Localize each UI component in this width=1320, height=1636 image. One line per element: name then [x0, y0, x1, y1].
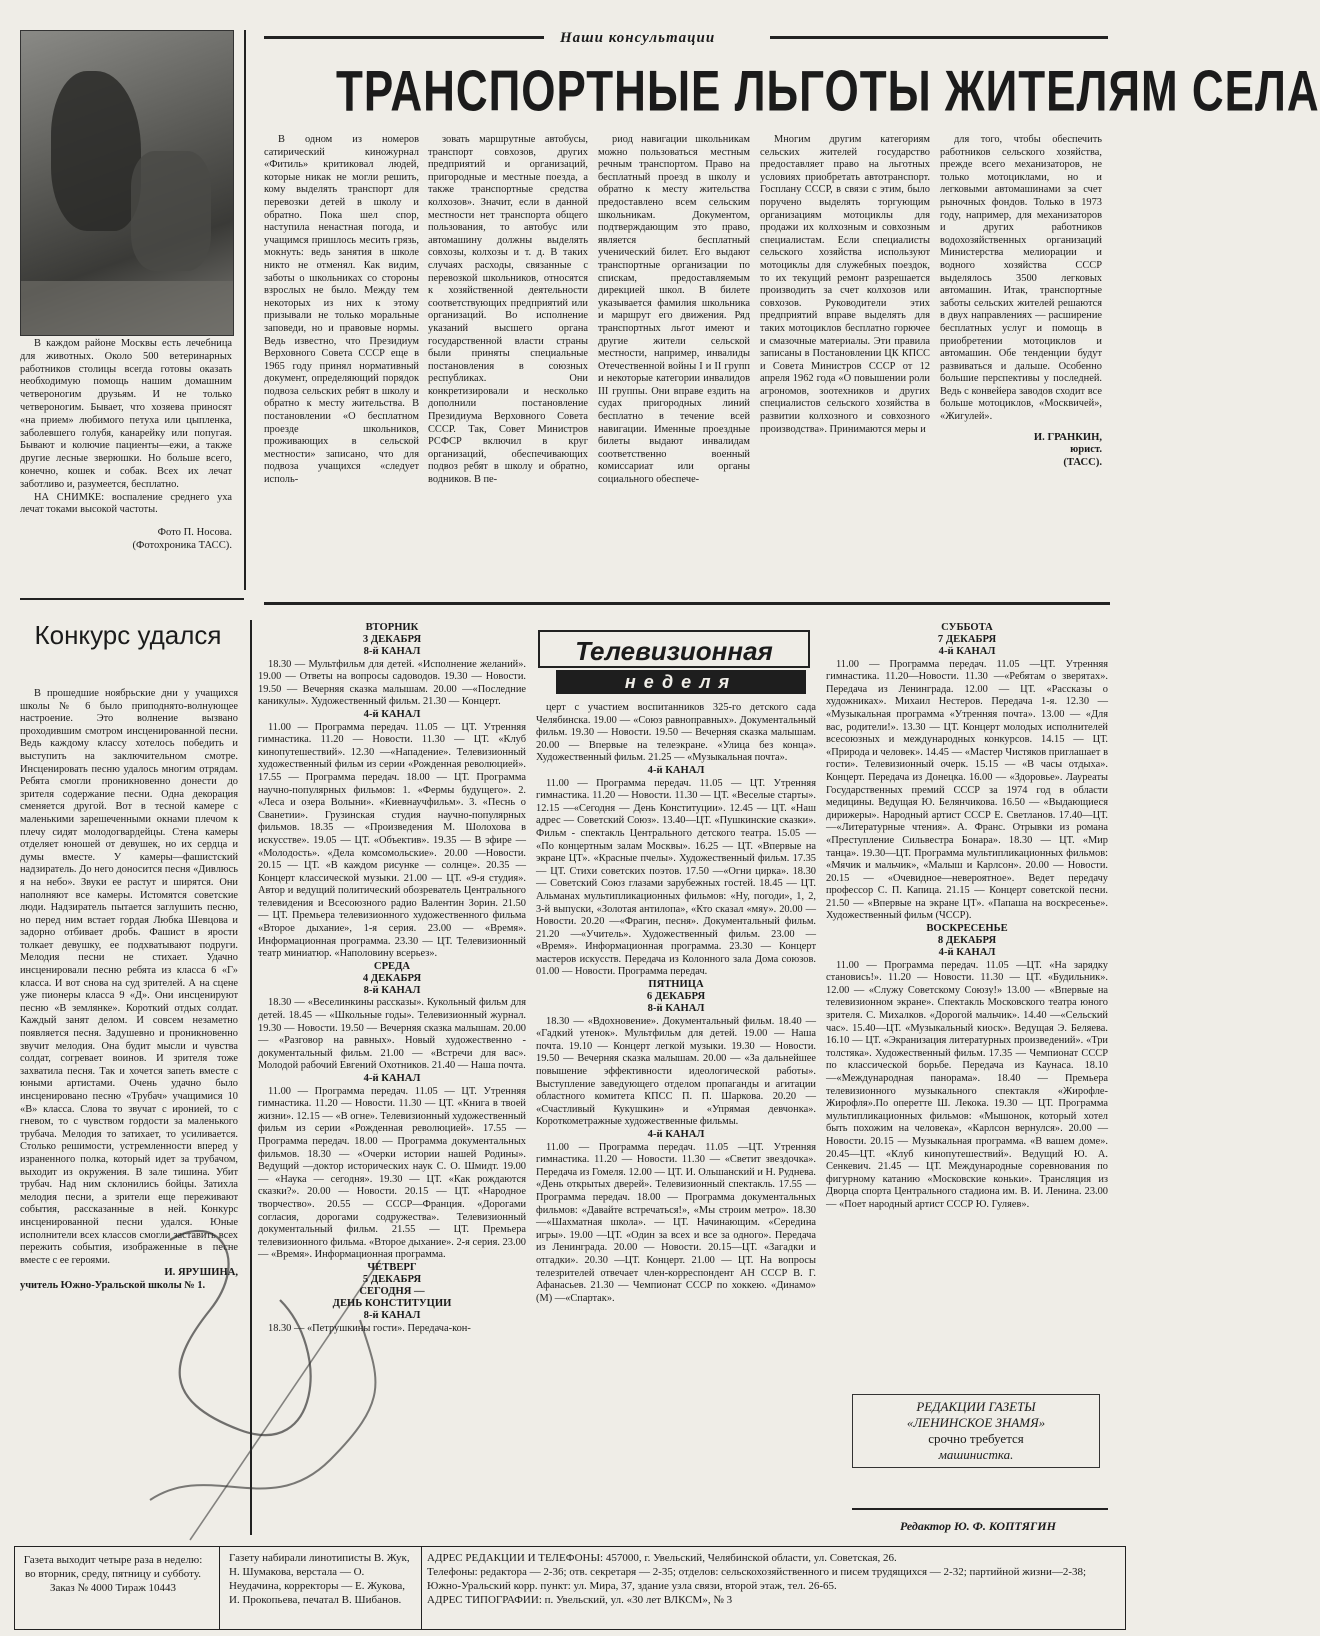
kicker-rule-left: [264, 36, 544, 39]
tv-schedule-text: 11.00 — Программа передач. 11.05 — ЦТ. Утренняя гимнастика. 11.20 — Новости. 11.30 — ЦТ. «Клуб кинопутешествий». 12.30 —«Нападение». Телевизионный художественный фильм из серии «Рожденная революцией». 17.55 — Программа передач. 18.00 — ЦТ. Программа научно-популярных фильмов: 1. «Фермы будущего». 2. «Леса и озера Волыни». «Киевнаучфильм». 3. «Песнь о Сванетии». Грузинская студия научно-популярных фильмов. 18.35 — «Произведения М. Шолохова в искусстве». 19.05 — ЦТ. «Объектив». 19.35 — В эфире — «Молодость». «Дела комсомольские». 20.00 —Новости. 20.15 — ЦТ. «В каждом рисунке — солнце». 20.35 — Концерт классической музыки. 21.00 — ЦТ. «9-я студия». Автор и ведущий политический обозреватель Центрального телевидения и Всесоюзного радио Валентин Зорин. 21.50 — ЦТ. Премьера телевизионного художественного фильма «Второе дыхание», 1-я серия. 23.00 — «Время». Информационная программа. 23.30 — ЦТ. Телевизионный театр миниатюр. «Наполовину всерьез».: [258, 721, 526, 960]
article-column-3: [598, 134, 750, 594]
tv-schedule-text: 18.30 — Мультфильм для детей. «Исполнение желаний». 19.00 — Ответы на вопросы садоводов. 19.30 — Новости. 19.50 — Вечерняя сказка малышам. 20.00 —«Последние каникулы». Художественный фильм. 21.30 — Концерт.: [258, 658, 526, 708]
tv-column-3: [826, 622, 1108, 1390]
tv-day-heading: ДЕНЬ КОНСТИТУЦИИ: [332, 1297, 452, 1309]
tv-schedule-text: 11.00 — Программа передач. 11.05 —ЦТ. Утренняя гимнастика. 11.20—Новости. 11.30 —«Ребятам о зверятах». Передача из Ленинграда. 12.00 — ЦТ. «Рассказы о художниках». Михаил Нестеров. Передача 1-я. 12.30 — «Музыкальная программа «Утренняя почта». 13.00 — «Для вас, родители!». 13.30 — ЦТ. Концерт молодых исполнителей всесоюзных и международных конкурсов. 14.15 — ЦТ. «Природа и человек». 14.45 — «Мастер Чистяков приглашает в гости». Телевизионный очерк. 15.15 — «В часы отдыха». Концерт. Передача из Донецка. 16.00 — «Здоровье». Лауреаты Государственных премий СССР за 1974 год в области медицины. Ведущая Ю. Белянчикова. 16.50 — «Выдающиеся дирижеры». Народный артист СССР Е. Светланов. 17.40—ЦТ. —«Литературные чтения». А. Франс. Отрывки из романа «Преступление Сильвестра Бонара». 18.30 — ЦТ. «Мир танца». 19.30—ЦТ. Программа мультипликационных фильмов: «Мячик и мальчик», «Малыш и Карлсон». 20.00 — Новости. 20.15 — «Очевидное—невероятное». Ведет передачу профессор С. П. Капица. 21.15 — Концерт советской песни. 21.50 — «Впервые на экране ЦТ». «Папаша на воскресенье». Художественный фильм (ЧССР).: [826, 658, 1108, 922]
konkurs-signature-title: учитель Южно-Уральской школы № 1.: [20, 1279, 206, 1291]
article-headline: ТРАНСПОРТНЫЕ ЛЬГОТЫ ЖИТЕЛЯМ СЕЛА: [336, 60, 1320, 124]
tv-logo-title: Телевизионная: [538, 630, 810, 668]
tv-column-2: [536, 702, 816, 1538]
article-col2-text: зовать маршрутные автобусы, транспорт совхозов, других предприятий и организаций, пригородные и местные поезда, а также транспортные средства колхозов». Значит, если в данной местности нет транспорта общего пользования, то автобус или автомашину должны выделять совхозы, колхозы и т. д. В таких случаях расходы, связанные с перевозкой школьников, относятся к хозяйственной деятельности соответствующих предприятий или организаций. Во исполнение указаний высшего органа государственной власти страны были приняты специальные постановления в союзных республиках. Они конкретизировали и несколько дополнили постановление Президиума Верховного Совета СССР. Так, Совет Министров РСФСР включил в круг организаций, обеспечивающих подвоз ребят в школу и обратно, водников. В пе-: [428, 134, 588, 486]
tv-day-heading: ПЯТНИЦА: [648, 979, 704, 991]
ad-line-4: машинистка.: [938, 1447, 1014, 1462]
tv-schedule-text: 18.30 — «Петрушкины гости». Передача-кон-: [268, 1322, 471, 1334]
tv-day-heading: СУББОТА: [941, 622, 993, 633]
photo-caption-text: В каждом районе Москвы есть лечебница для животных. Около 500 ветеринарных работников столицы всегда готовы оказать необходимую помощь нашим домашним четвероногим друзьям. И не только четвероногим. Бывает, что хозяева приносят «на прием» любимого петуха или цыпленка, заболевшего голубя, канарейку или попугая. Бывают и колючие пациенты—ежи, а также другие лесные зверюшки. Но больше всего, конечно, кошек и собак. Всех их лечат заботливо и, разумеется, бесплатно.: [20, 338, 232, 490]
footer-order: Заказ № 4000 Тираж 10443: [49, 1582, 177, 1594]
kicker-rule-right: [770, 36, 1108, 39]
article-kicker: Наши консультации: [560, 30, 716, 46]
article-signature-agency: (ТАСС).: [1063, 456, 1102, 468]
article-col1-text: В одном из номеров сатирический киножурнал «Фитиль» критиковал людей, которые никак не могли решить, кому выделять транспорт для перевозки детей в школу и обратно. Пока шел спор, наступила ненастная погода, и учащимся пришлось месить грязь, мокнуть: ведь занятия в школе никто не отменял. Как видим, заботы о школьниках со стороны взрослых не было. Между тем некоторых из них к этому призывали не только моральные заповеди, но и правовые нормы. Ведь известно, что Президиум Верховного Совета СССР еще в 1965 году принял нормативный документ, определяющий порядок подвоза сельских ребят в школу и обратно к месту жительства. В постановлении «О бесплатном проезде школьников, проживающих в сельской местности» записано, что для подвоза учащихся «следует исполь-: [264, 134, 419, 486]
tv-channel-heading: 4-й КАНАЛ: [647, 764, 705, 776]
tv-day-heading: 4 ДЕКАБРЯ: [362, 972, 422, 984]
tv-channel-heading: 8-й КАНАЛ: [363, 1309, 421, 1321]
tv-day-heading: СЕГОДНЯ —: [359, 1285, 425, 1297]
footer-separator-2: [421, 1547, 422, 1629]
tv-channel-heading: 8-й КАНАЛ: [363, 646, 421, 657]
tv-channel-heading: 4-й КАНАЛ: [363, 708, 421, 720]
editor-rule: [852, 1508, 1108, 1510]
konkurs-title: Конкурс удался: [34, 620, 222, 650]
tv-day-heading: 6 ДЕКАБРЯ: [646, 991, 706, 1003]
footer-address: АДРЕС РЕДАКЦИИ И ТЕЛЕФОНЫ: 457000, г. Увельский, Челябинской области, ул. Советская, 26.: [427, 1552, 897, 1564]
konkurs-text: В прошедшие ноябрьские дни у учащихся школы № 6 было приподнято-волнующее настроение. Это волнение вызвано проходившим смотром инсценированной песни. Ведь каждому классу хотелось победить и выступить на заключительном смотре. Инсценировать песню удалось многим отрядам. Ребята смогли проникновенно донести до зрителя содержание песни. Одна декорация сменяется другой. Вот в тесной камере с маленькими зарешеченными окнами плечом к плечу сидят молодогвардейцы. Стена камеры отделяет юношей от девушек, но их сердца и думы вместе. У камеры—фашистский надзиратель. До него доносится песня «Дивлюсь я на небо». Звуки ее растут и ширятся. Они наполняют все камеры. Истомятся советские люди. Надзиратель пытается заглушить песню, но перед ним встает гордая Любка Шевцова и задорно отбивает дробь. Фашист в ярости толкает девушку, ее подхватывают подруги. Мелодия песни не стихает. Удачно инсценировали песню ребята из класса 6 «Г» класса. И вот снова на суд зрителей. А на сцене уже пионеры класса 9 «Д». Они инсценируют песню «В землянке». Короткий отдых солдат. Каждый занят делом. И совсем незаметно появляется песня. Задушевно и проникновенно звучит мелодия. Она будит мысли и чувства солдат, согревает воинов. И зрителя тоже захватила песня. Так и хочется запеть вместе с юными артистами. Очень удачно было инсценировано песню «Трубач» учащимися 10 «В» класса. Слова то звучат с иронией, то с гневом, то с чувством гордости за маленького трубача. Мелодия то затихает, то усиливается. Столько решимости, устремленности вперед у израненного полка, который идет за трубачом, выходит из окружения. В зале тишина. Убит трубач. Над ним склонились бойцы. Затихла мелодия песни, а зрители еще переживают события, рассказанные в ней. Конкурс инсценированной песни удался. Юные исполнители всех классов смогли заставить всех пережить события, изображенные в песне вместе с ее героями.: [20, 688, 238, 1266]
tv-logo-subtitle: неделя: [556, 670, 806, 694]
article-column-2: [428, 134, 588, 594]
tv-week-logo: [538, 630, 810, 696]
divider-tv-left: [250, 620, 252, 1535]
tv-channel-heading: 4-й КАНАЛ: [938, 646, 996, 657]
footer-schedule-block: [23, 1553, 203, 1595]
tv-day-heading: СРЕДА: [373, 960, 411, 972]
tv-channel-heading: 8-й КАНАЛ: [647, 1003, 705, 1015]
footer-separator-1: [219, 1547, 220, 1629]
footer-print-address: АДРЕС ТИПОГРАФИИ: п. Увельский, ул. «30 лет ВЛКСМ», № 3: [427, 1594, 733, 1606]
tv-schedule-text: 11.00 — Программа передач. 11.05 — ЦТ. Утренняя гимнастика. 11.20 — Новости. 11.30 — ЦТ. «Веселые старты». 12.15 —«Сегодня — День Конституции». 12.45 — ЦТ. «Наш адрес — Советский Союз». 13.40—ЦТ. «Пушкинские сказки». Фильм - спектакль Центрального детского театра. 15.05 — «По концертным залам Москвы». 16.25 — ЦТ. «Впервые на экране ЦТ». «Красные пчелы». Художественный фильм. 17.35 — ЦТ. Стихи советских поэтов. 17.50 —«Огни цирка». 18.30 — Советский Союз глазами зарубежных гостей. 18.45 — ЦТ. Альманах мультипликационных фильмов: «Ну, погоди», 1, 2, 3-й выпуски, «Золотая антилопа», «Кто сказал «мяу». 20.00 — Новости. 20.20 —«Фрагин, песня». Документальный фильм. 21.20 —«Учитель». Художественный фильм. 23.00 — «Время». Информационная программа. 23.30 — Концерт мастеров искусств. Передача из Колонного зала Дома союзов. 01.00 — Новости. Программа передач.: [536, 777, 816, 978]
tv-column-1: [258, 622, 526, 1538]
footer-schedule: Газета выходит четыре раза в неделю: во вторник, среду, пятницу и субботу.: [23, 1554, 203, 1580]
article-column-5: [940, 134, 1102, 594]
job-ad-box: [852, 1394, 1100, 1468]
article-column-1: [264, 134, 419, 594]
tv-day-heading: ВОСКРЕСЕНЬЕ: [926, 923, 1008, 935]
tv-channel-heading: 4-й КАНАЛ: [363, 1073, 421, 1084]
tv-day-heading: ВТОРНИК: [365, 622, 419, 633]
photo-note: НА СНИМКЕ: воспаление среднего уха лечат токами высокой частоты.: [20, 491, 232, 516]
photo-credit-agency: (Фотохроника ТАСС).: [132, 539, 232, 551]
tv-day-heading: ЧЕТВЕРГ: [367, 1261, 417, 1273]
divider-vertical: [244, 30, 246, 590]
tv-channel-heading: 8-й КАНАЛ: [363, 984, 421, 996]
divider-horizontal: [264, 602, 1110, 605]
tv-schedule-text: 11.00 — Программа передач. 11.05 — ЦТ. Утренняя гимнастика. 11.20 — Новости. 11.30 — ЦТ. «Книга в твоей жизни». 12.15 — «В огне». Телевизионный художественный фильм из серии «Рожденная революцией». 17.55 — Программа передач. 18.00 — Программа документальных фильмов. 18.30 — «Очерки истории нашей Родины». Ведущий —доктор исторических наук С. О. Шмидт. 19.00 — «Наука — сегодня». 19.30 — ЦТ. «Как рождаются сказки?». 20.00 — Новости. 20.15 — ЦТ. «Народное творчество». 20.55 — СССР—Франция. «Дорогами согласия, дорогами содружества». Телевизионный документальный фильм. 21.55 — ЦТ. Премьера телевизионного фильма. «Второе дыхание». 2-я серия. 23.00 — «Время». Информационная программа.: [258, 1085, 526, 1261]
footer-phones: Телефоны: редактора — 2-36; отв. секретаря — 2-35; отделов: сельскохозяйственного и писем трудящихся — 2-32; партийной жизни—2-38; Южно-Уральский корр. пункт: ул. Мира, 37, здание узла связи, второй этаж, тел. 26-65.: [427, 1566, 1087, 1592]
tv-schedule-text: церт с участием воспитанников 325-го детского сада Челябинска. 19.00 — «Союз равноправных». Документальный фильм. 19.30 — Новости. 19.50 — Вечерняя сказка малышам. 20.00 — Впервые на телеэкране. «Улица без конца». Художественный фильм. 21.25 — «Музыкальная почта».: [536, 702, 816, 764]
ad-line-3: срочно требуется: [928, 1431, 1024, 1446]
tv-schedule-text: 11.00 — Программа передач. 11.05 —ЦТ. Утренняя гимнастика. 11.20 — Новости. 11.30 — «Светит звездочка». Передача из Гомеля. 12.00 — ЦТ. И. Ольшанский и Н. Руднева. «День открытых дверей». Телевизионный спектакль. 17.55 — Программа передач. 18.00 — Программа документальных фильмов: «Давайте встречаться!», «Мы строим метро». 18.30—«Шахматная школа». — ЦТ. Начинающим. «Середина игры». 19.00 —ЦТ. «Один за всех и все за одного». Передача из Ленинграда. 20.00 — Новости. 20.15—ЦТ. «Загадки и отгадки». 20.30 —ЦТ. Концерт. 21.00 — ЦТ. На вопросы телезрителей отвечает член-корреспондент АН СССР В. Г. Афанасьев. 21.30 — Чемпионат СССР по хоккею. «Динамо» (М) —«Спартак».: [536, 1141, 816, 1304]
divider-left-horizontal: [20, 598, 244, 600]
tv-day-heading: 3 ДЕКАБРЯ: [362, 634, 422, 645]
footer-typists: Газету набирали линотиписты В. Жук, Н. Шумакова, верстала — О. Неудачина, корректоры — Е. Жукова, И. Прокопьева, печатал В. Шибанов.: [229, 1552, 410, 1606]
tv-schedule-text: 18.30 — «Вдохновение». Документальный фильм. 18.40 — «Гадкий утенок». Мультфильм для детей. 19.00 — Наша почта. 19.10 — Концерт легкой музыки. 19.30 — Новости. 19.50 — Вечерняя сказка малышам. 20.00 — «За дальнейшее повышение эффективности идеологической работы». Выступление заведующего отделом пропаганды и агитации областного комитета КПСС П. П. Шаркова. 20.20 — «Счастливый Кукушкин» и «Упрямая девчонка». Короткометражные художественные фильмы.: [536, 1015, 816, 1128]
photo-credit: Фото П. Носова.: [157, 527, 232, 539]
article-col4-text: Многим другим категориям сельских жителей государство предоставляет право на льготных условиях приобретать автотранспорт. Госплану СССР, в связи с этим, было поручено выделять торгующим организациям мотоциклы для продажи их колхозным и совхозным специалистам. Если специалисты сельского хозяйства используют мотоциклы для служебных поездок, то их текущий ремонт разрешается производить за счет колхозов или совхозов. Руководители этих предприятий вправе выделять для таких мотоциклов бесплатно горючее и смазочные материалы. Эти правила записаны в Постановлении ЦК КПСС и Совета Министров СССР от 12 апреля 1962 года «О повышении роли агрономов, зоотехников и других специалистов сельского хозяйства в развитии колхозного и совхозного производства». Принимаются меры и: [760, 134, 930, 435]
ad-line-1: РЕДАКЦИИ ГАЗЕТЫ: [916, 1399, 1036, 1414]
imprint-footer: [14, 1546, 1126, 1630]
tv-day-heading: 8 ДЕКАБРЯ: [937, 935, 997, 947]
tv-schedule-text: 11.00 — Программа передач. 11.05 —ЦТ. «На зарядку становись!». 11.20 — Новости. 11.30 — ЦТ. «Будильник». 12.00 — «Служу Советскому Союзу!» 13.00 — «Впервые на телевизионном экране». Спектакль Московского театра юного зрителя. С. Михалков. «Дорогой мальчик». 14.40 —«Сельский час». 15.40—ЦТ. «Музыкальный киоск». Ведущая Э. Беляева. 16.10 — ЦТ. «Экранизация литературных произведений». «Три толстяка». Художественный фильм. 17.35 — Чемпионат СССР по классической борьбе. Передача из Каунаса. 18.10 —«Международная панорама». 18.40 — Премьера телевизионного музыкального спектакля «Жирофле-Жирофля».По оперетте Ш. Лекока. 19.30 — ЦТ. Программа мультипликационных фильмов: «Мышонок, который хотел быть похожим на человека», «Карлсон вернулся». 20.00 — Новости. 20.15 — Музыкальная программа. «В вашем доме». 20.45—ЦТ. «Клуб кинопутешествий». Ведущий Ю. А. Сенкевич. 21.45 — ЦТ. Международные соревнования по фигурному катанию «Московские коньки». Трансляция из Дворца спорта Центрального стадиона им. В. И. Ленина. 23.00 — «Поет народный артист СССР Ю. Гуляев».: [826, 959, 1108, 1210]
tv-schedule-text: 18.30 — «Веселинкины рассказы». Кукольный фильм для детей. 18.45 — «Школьные годы». Телевизионный журнал. 19.30 — Новости. 19.50 — Вечерняя сказка малышам. 20.00 — «Разговор на равных». Новый художественно - документальный фильм. 21.00 — «Встречи для вас». Молодой рабочий Евгений Охотников. 21.40 — Наша почта.: [258, 997, 526, 1072]
photo-caption: [20, 338, 232, 553]
article-column-4: [760, 134, 930, 594]
article-col5-text: для того, чтобы обеспечить работников сельского хозяйства, прежде всего механизаторов, не только мотоциклами, но и легковыми автомашинами за счет рыночных фондов. Только в 1973 году, например, для механизаторов и других работников водохозяйственных организаций Министерства мелиорации и водного хозяйства СССР выделялось 3500 легковых автомашин. Итак, транспортные заботы сельских жителей решаются в двух направлениях — расширение бесплатных услуг и помощь в приобретении мотоциклов и автомашин. Обе тенденции будут развиваться и дальше. Особенно большие перспективы у последней. Ведь с конвейера заводов сходит все больше мотоциклов, «Москвичей», «Жигулей».: [940, 134, 1102, 423]
article-signature-title: юрист.: [1070, 444, 1102, 456]
tv-channel-heading: 4-й КАНАЛ: [938, 947, 996, 959]
editor-credit: Редактор Ю. Ф. КОПТЯГИН: [900, 1519, 1056, 1533]
konkurs-article: [20, 688, 238, 1532]
tv-day-heading: 7 ДЕКАБРЯ: [937, 634, 997, 645]
vet-clinic-photo: [20, 30, 234, 336]
article-col3-text: риод навигации школьникам можно пользоваться местным речным транспортом. Право на бесплатный проезд в школу и обратно к месту жительства предоставлено всем сельским школьникам. Документом, подтверждающим это право, является бесплатный ученический билет. Его выдают транспортные организации по спискам, предоставляемым дирекцией школ. В билете указывается фамилия школьника и маршрут его движения. Ряд транспортных льгот имеют и другие жители сельской местности, например, инвалиды Отечественной войны I и II групп и некоторые категории инвалидов III группы. Они вправе ездить на судах пригородных линий бесплатно в течение всей навигации. Именные проездные билеты выдают инвалидам соответственно военный комиссариат или органы социального обеспече-: [598, 134, 750, 486]
article-signature: И. ГРАНКИН,: [1033, 431, 1102, 443]
footer-address-block: [427, 1551, 1121, 1607]
konkurs-signature: И. ЯРУШИНА,: [164, 1267, 238, 1279]
ad-line-2: «ЛЕНИНСКОЕ ЗНАМЯ»: [906, 1415, 1046, 1430]
tv-channel-heading: 4-й КАНАЛ: [647, 1129, 705, 1140]
tv-day-heading: 5 ДЕКАБРЯ: [362, 1273, 422, 1285]
